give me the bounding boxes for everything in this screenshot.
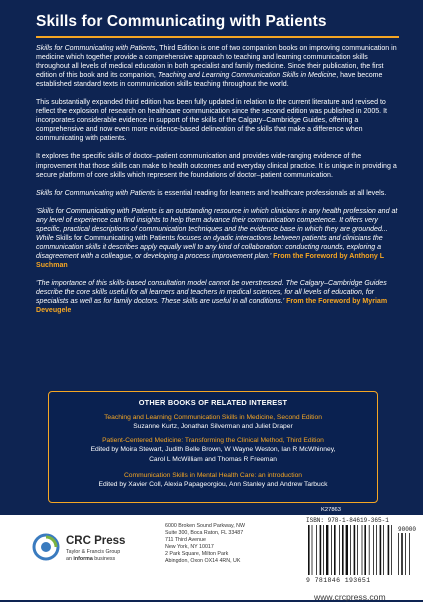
- related-book: [49, 436, 377, 464]
- related-book: [49, 413, 377, 432]
- address-line: New York, NY 10017: [165, 544, 214, 551]
- description-paragraph-1: [36, 44, 400, 89]
- barcode-bar: [323, 525, 324, 575]
- barcode-bar: [346, 525, 348, 575]
- barcode-bar: [388, 525, 390, 575]
- description-paragraph-3: It explores the specific skills of doctor–patient communication and provides wide-ranging evidence of the improvement that those skills can make to health outcomes and everyday clinical practice. It is unique in providing a secure platform of core skills which represent the foundations of doctor–patient communication.: [36, 153, 397, 179]
- crc-press-logo-icon: [32, 533, 62, 561]
- companion-title-italic: Teaching and Learning Communication Skills in Medicine: [157, 72, 337, 80]
- quote-attribution: From the Foreword by Myriam Deveugele: [36, 298, 388, 315]
- publisher-business-line: [66, 556, 120, 563]
- publisher-address: [165, 523, 305, 566]
- barcode-addon-bar: [401, 533, 403, 575]
- text-span: , have become established standard texts in communication skills teaching throughout the world.: [36, 72, 383, 89]
- address-line: 2 Park Square, Milton Park: [165, 551, 229, 558]
- quote-text: focuses on dyadic interactions between patients and clinicians the communication skills it describes apply equally well to any kind of collaboration: conducting rounds, exploring a disagreement with a colleague, or developing a process improvement plan.': [36, 234, 383, 260]
- review-quote-1: [36, 207, 400, 270]
- title-underline: [36, 36, 399, 38]
- review-quote-2: [36, 279, 400, 315]
- product-code-badge: K27863: [306, 506, 356, 515]
- related-book-authors: Suzanne Kurtz, Jonathan Silverman and Juliet Draper: [133, 423, 293, 431]
- quote-text: 'Skills for Communicating with Patients: [36, 207, 159, 215]
- address-line: 711 Third Avenue: [165, 537, 206, 544]
- barcode-bar: [373, 525, 374, 575]
- informa-word: informa: [73, 556, 93, 562]
- barcode-bar: [369, 525, 370, 575]
- barcode-bar: [308, 525, 310, 575]
- barcode-addon-bar: [405, 533, 406, 575]
- publisher-website-link[interactable]: www.crcpress.com: [314, 592, 386, 602]
- book-title-italic: Skills for Communicating with Patients: [36, 189, 156, 197]
- related-books-box: [48, 391, 378, 503]
- quote-attribution: From the Foreword by Anthony L Suchman: [36, 252, 384, 269]
- barcode-bar: [364, 525, 366, 575]
- related-book-title: Teaching and Learning Communication Skills in Medicine, Second Edition: [104, 414, 322, 421]
- barcode-bar: [334, 525, 336, 575]
- quote-book-title: Skills for Communicating with Patients: [55, 234, 176, 242]
- barcode-bar: [350, 525, 351, 575]
- description-paragraph-4: [36, 189, 400, 198]
- related-book: [49, 471, 377, 490]
- isbn-barcode: [306, 525, 416, 577]
- barcode-addon-bar: [409, 533, 410, 575]
- barcode-bar: [339, 525, 340, 575]
- text-span: , Third Edition is one of two companion books on improving communication in medicine which together provide a comprehensive approach to teaching and learning communication skills throughout all levels of medical education in both specialist and family medicine. Since their publication, the first edition of this book and its companion,: [36, 45, 397, 80]
- barcode-addon-bar: [398, 533, 399, 575]
- quote-text: is an outstanding resource in which clinicians in any health profession and at any level of experience can find insights to help them advance their communication competence. It offers very specific, practical descriptions of communication techniques and the evidence base in which they are grounded... While: [36, 207, 398, 242]
- text-span: is essential reading for learners and healthcare professionals at all levels.: [155, 189, 387, 197]
- barcode-bar: [376, 525, 377, 575]
- barcode-bar: [342, 525, 344, 575]
- address-line: Suite 300, Boca Raton, FL 33487: [165, 530, 244, 537]
- text-span: an: [66, 556, 74, 562]
- book-title-italic: Skills for Communicating with Patients: [36, 45, 156, 52]
- barcode-bar: [383, 525, 384, 575]
- related-book-title: Communication Skills in Mental Health Care: an introduction: [123, 472, 303, 479]
- barcode-bar: [354, 525, 356, 575]
- description: [36, 44, 400, 324]
- barcode-bar: [312, 525, 313, 575]
- publisher-footer: [0, 507, 423, 602]
- barcode-bar: [391, 525, 392, 575]
- description-paragraph-2: This substantially expanded third edition has been fully updated in relation to the current literature and revised to reflect the explosion of research on healthcare communication since the second edition was published in 2005. It incorporates considerable evidence in support of the skills of the Calgary–Cambridge Guides, offering a comprehensive and now even more evidence-based delineation of the skills that make a difference when communicating with patients.: [36, 99, 387, 143]
- back-cover-title: Skills for Communicating with Patients: [36, 13, 327, 30]
- barcode-bar: [362, 525, 363, 575]
- barcode-digits: 9 781846 193651: [306, 577, 371, 584]
- publisher-group-name: Taylor & Francis Group: [66, 549, 121, 555]
- publisher-name: CRC Press: [66, 535, 126, 547]
- quote-text: 'The importance of this skills-based consultation model cannot be overstressed. The Calgary–Cambridge Guides describe the core skills useful for all learners and teachers in medical sciences, for all levels of education, for specialists as well as for family doctors. These skills are useful in all conditions.': [36, 279, 387, 306]
- address-line: 6000 Broken Sound Parkway, NW: [165, 523, 245, 529]
- barcode-addon-digits: 90000: [398, 526, 416, 533]
- barcode-bar: [320, 525, 322, 575]
- barcode-bar: [380, 525, 382, 575]
- related-books-heading: OTHER BOOKS OF RELATED INTEREST: [138, 398, 288, 407]
- address-line: Abingdon, Oxon OX14 4RN, UK: [165, 558, 241, 565]
- related-book-authors: Edited by Xavier Coll, Alexia Papageorgiou, Ann Stanley and Andrew Tarbuck: [98, 481, 328, 489]
- publisher-group: [66, 549, 120, 563]
- isbn-text: ISBN: 978-1-84619-365-1: [306, 517, 389, 524]
- related-book-authors: Edited by Moira Stewart, Judith Belle Brown, W Wayne Weston, Ian R McWhinney,: [90, 446, 336, 454]
- barcode-bar: [357, 525, 358, 575]
- barcode-bar: [326, 525, 328, 575]
- barcode-bar: [316, 525, 317, 575]
- barcode-bar: [331, 525, 332, 575]
- related-book-title: Patient-Centered Medicine: Transforming the Clinical Method, Third Edition: [102, 437, 324, 444]
- text-span: business: [92, 556, 116, 562]
- related-book-authors: Carol L McWilliam and Thomas R Freeman: [149, 455, 277, 463]
